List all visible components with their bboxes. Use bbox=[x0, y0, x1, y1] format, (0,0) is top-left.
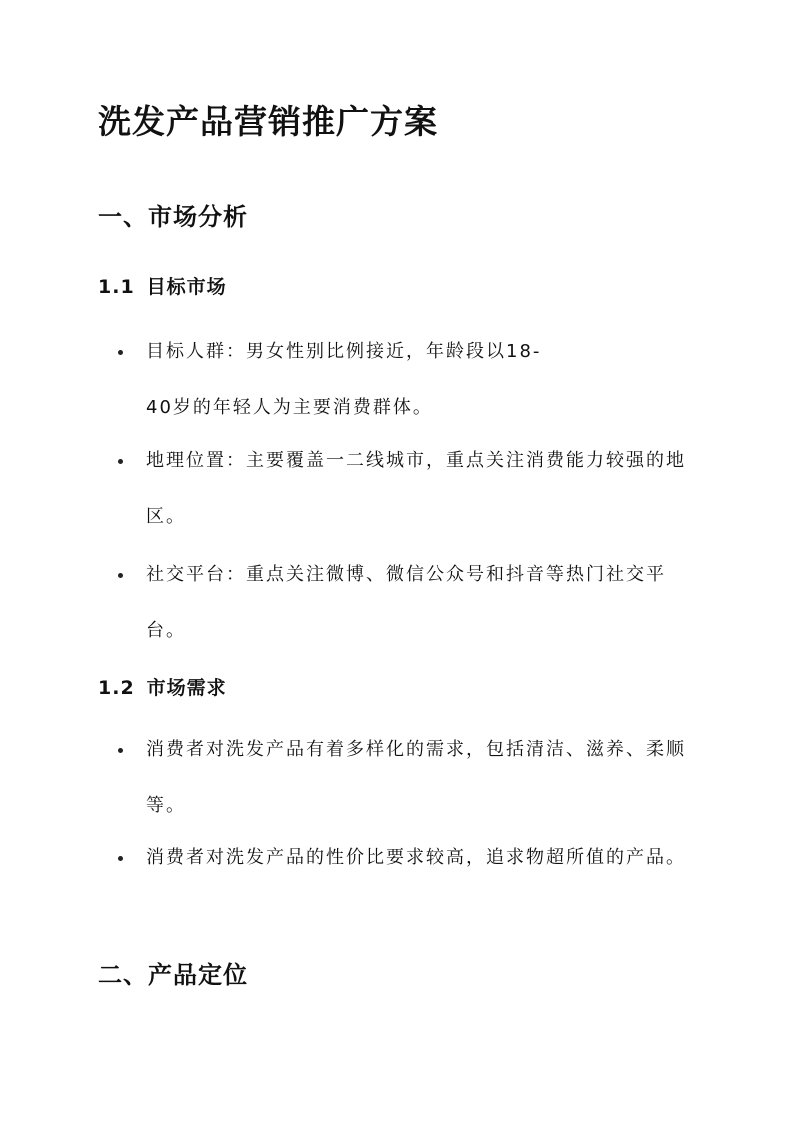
subsection-number: 1.2 bbox=[98, 677, 135, 699]
bullet-icon bbox=[118, 350, 123, 355]
bullet-icon bbox=[118, 856, 123, 861]
bullet-icon bbox=[118, 748, 123, 753]
subsection-number: 1.1 bbox=[98, 276, 135, 298]
list-item-text: 消费者对洗发产品的性价比要求较高，追求物超所值的产品。 bbox=[146, 847, 686, 868]
bullet-icon bbox=[118, 459, 123, 464]
list-item bbox=[118, 722, 688, 834]
list-item-text: 社交平台：重点关注微博、微信公众号和抖音等热门社交平台。 bbox=[146, 564, 666, 641]
subsection-heading-target-market bbox=[98, 272, 227, 299]
list-item bbox=[118, 433, 688, 545]
document-title: 洗发产品营销推广方案 bbox=[98, 102, 438, 141]
list-item-text: 目标人群：男女性别比例接近，年龄段以18- 40岁的年轻人为主要消费群体。 bbox=[146, 341, 542, 418]
section-heading-product-positioning: 二、产品定位 bbox=[98, 961, 248, 989]
list-item bbox=[118, 830, 688, 886]
list-item bbox=[118, 324, 688, 436]
subsection-title: 目标市场 bbox=[146, 276, 227, 298]
section-heading-market-analysis: 一、市场分析 bbox=[98, 203, 248, 231]
list-item-text: 消费者对洗发产品有着多样化的需求，包括清洁、滋养、柔顺等。 bbox=[146, 739, 686, 816]
bullet-icon bbox=[118, 573, 123, 578]
list-item-text: 地理位置：主要覆盖一二线城市，重点关注消费能力较强的地区。 bbox=[146, 450, 686, 527]
list-item bbox=[118, 547, 688, 659]
subsection-title: 市场需求 bbox=[146, 677, 227, 699]
subsection-heading-market-demand bbox=[98, 673, 227, 700]
